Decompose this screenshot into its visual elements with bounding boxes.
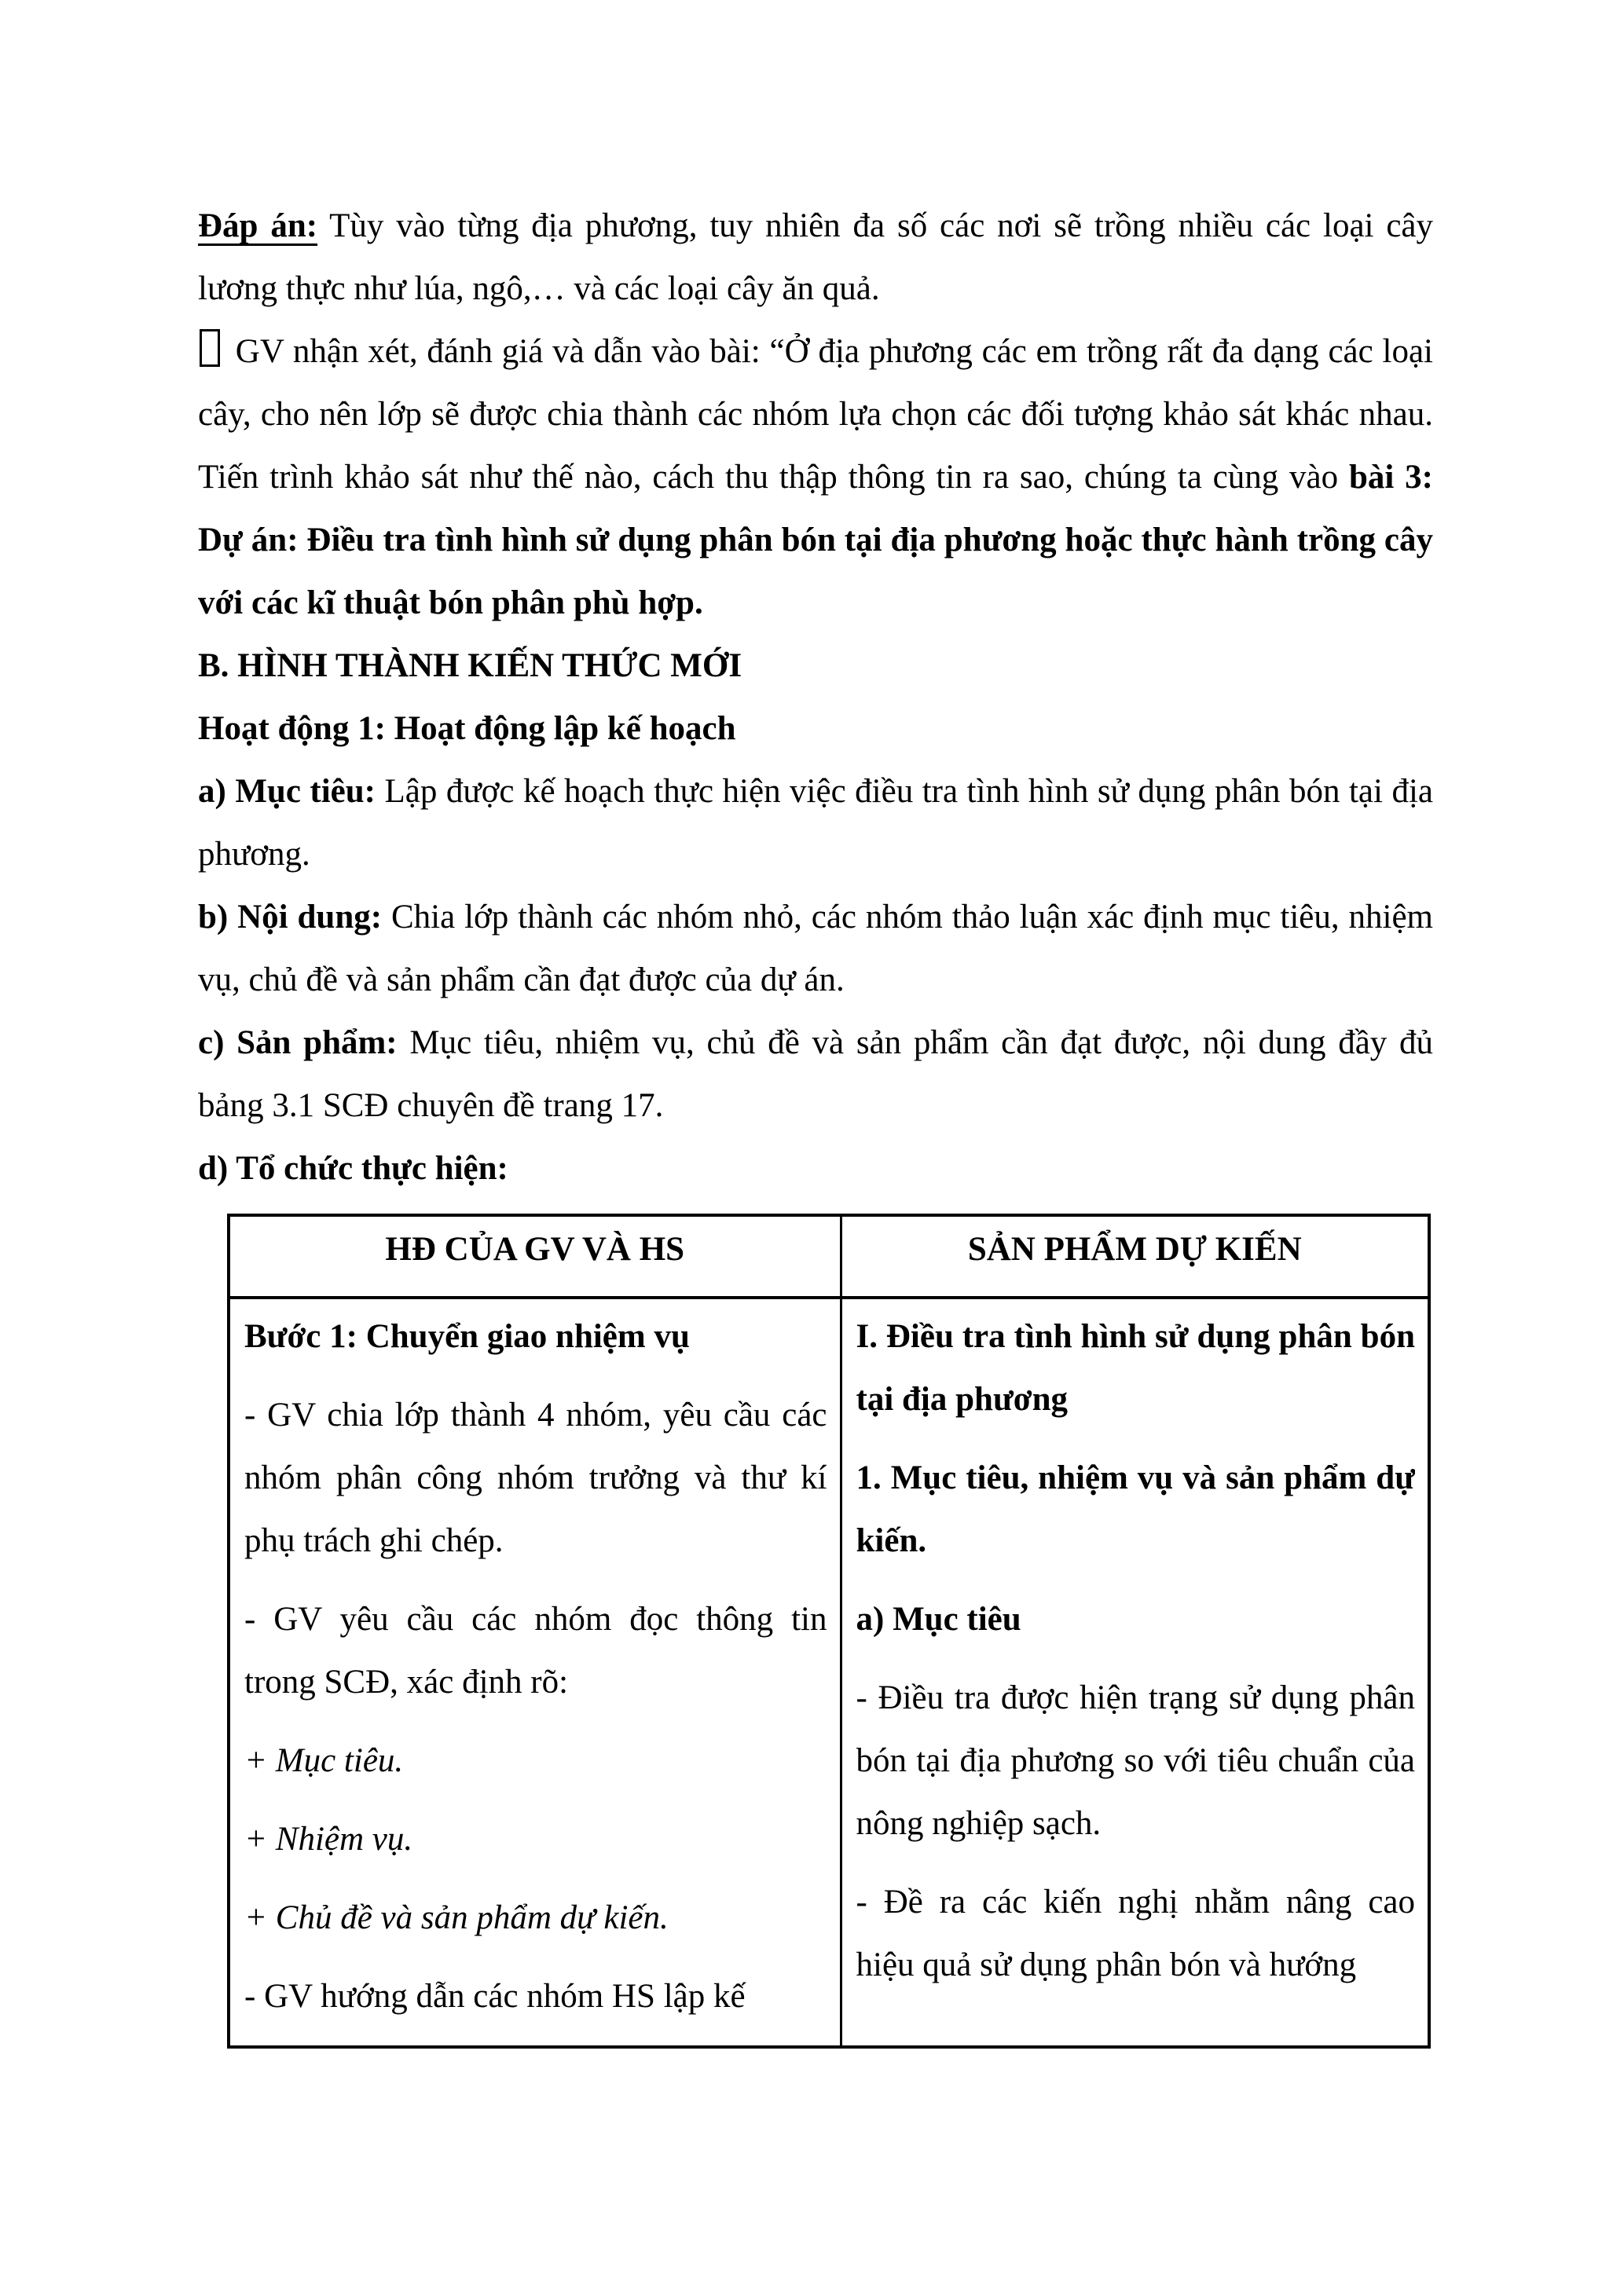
objective-text: Lập được kế hoạch thực hiện việc điều tra tình hình sử dụng phân bón tại địa phương. (198, 773, 1433, 873)
answer-label: Đáp án: (198, 207, 318, 244)
paragraph-answer (198, 195, 1433, 320)
table-body-row (229, 1298, 1429, 2047)
product-label: c) Sản phẩm: (198, 1024, 398, 1061)
gv-guide-paragraph: - GV hướng dẫn các nhóm HS lập kế (244, 1978, 746, 2015)
answer-text: Tùy vào từng địa phương, tuy nhiên đa số các nơi sẽ trồng nhiều các loại cây lương thực như lúa, ngô,… và các loại cây ăn quả. (198, 207, 1434, 307)
heading-activity-1: Hoạt động 1: Hoạt động lập kế hoạch (198, 710, 736, 747)
step-1-heading: Bước 1: Chuyển giao nhiệm vụ (244, 1318, 690, 1355)
table-cell-activities (229, 1298, 841, 2047)
products-cell-content (856, 1305, 1416, 2036)
product-heading-i: I. Điều tra tình hình sử dụng phân bón tại địa phương (856, 1318, 1415, 1418)
product-survey-paragraph: - Điều tra được hiện trạng sử dụng phân bón tại địa phương so với tiêu chuẩn của nông nghiệp sạch. (856, 1679, 1415, 1842)
paragraph-content (198, 886, 1433, 1012)
product-recommend-paragraph: - Đề ra các kiến nghị nhằm nâng cao hiệu quả sử dụng phân bón và hướng (856, 1884, 1415, 1983)
table-header-san-pham: SẢN PHẨM DỰ KIẾN (841, 1215, 1429, 1298)
lesson-title-bold-text: bài 3: Dự án: Điều tra tình hình sử dụng phân bón tại địa phương hoặc thực hành trồng cây với các kĩ thuật bón phân phù hợp. (198, 459, 1433, 621)
content-text: Chia lớp thành các nhóm nhỏ, các nhóm thảo luận xác định mục tiêu, nhiệm vụ, chủ đề và sản phẩm cần đạt được của dự án. (198, 899, 1434, 998)
list-item-nhiem-vu: + Nhiệm vụ. (244, 1821, 413, 1858)
activity-plan-table (227, 1214, 1431, 2049)
heading-section-b: B. HÌNH THÀNH KIẾN THỨC MỚI (198, 647, 742, 684)
missing-glyph-box-icon (200, 329, 220, 367)
activities-cell-content (244, 1305, 827, 2036)
product-text: Mục tiêu, nhiệm vụ, chủ đề và sản phẩm cần đạt được, nội dung đầy đủ bảng 3.1 SCĐ chuyên đề trang 17. (198, 1024, 1433, 1124)
table-cell-products (841, 1298, 1429, 2047)
table-header-row (229, 1215, 1429, 1298)
product-heading-1: 1. Mục tiêu, nhiệm vụ và sản phẩm dự kiến. (856, 1459, 1415, 1559)
lead-in-text: GV nhận xét, đánh giá và dẫn vào bài: “Ở địa phương các em trồng rất đa dạng các loại cây, cho nên lớp sẽ được chia thành các nhóm lựa chọn các đối tượng khảo sát khác nhau. Tiến trình khảo sát như thế nào, cách thu thập thông tin ra sao, chúng ta cùng vào (198, 333, 1433, 496)
paragraph-lead-in (198, 320, 1433, 635)
list-item-muc-tieu: + Mục tiêu. (244, 1742, 404, 1779)
content-label: b) Nội dung: (198, 899, 383, 936)
product-heading-a: a) Mục tiêu (856, 1601, 1021, 1638)
paragraph-product (198, 1012, 1433, 1137)
gv-read-info-paragraph: - GV yêu cầu các nhóm đọc thông tin trong SCĐ, xác định rõ: (244, 1601, 827, 1701)
paragraph-objective (198, 760, 1433, 886)
objective-label: a) Mục tiêu: (198, 773, 376, 810)
document-body (198, 195, 1433, 1200)
gv-divide-groups-paragraph: - GV chia lớp thành 4 nhóm, yêu cầu các nhóm phân công nhóm trưởng và thư kí phụ trách ghi chép. (244, 1397, 827, 1559)
paragraph-organization: d) Tổ chức thực hiện: (198, 1150, 508, 1187)
table-header-gv-hs: HĐ CỦA GV VÀ HS (229, 1215, 841, 1298)
list-item-chu-de: + Chủ đề và sản phẩm dự kiến. (244, 1899, 669, 1936)
